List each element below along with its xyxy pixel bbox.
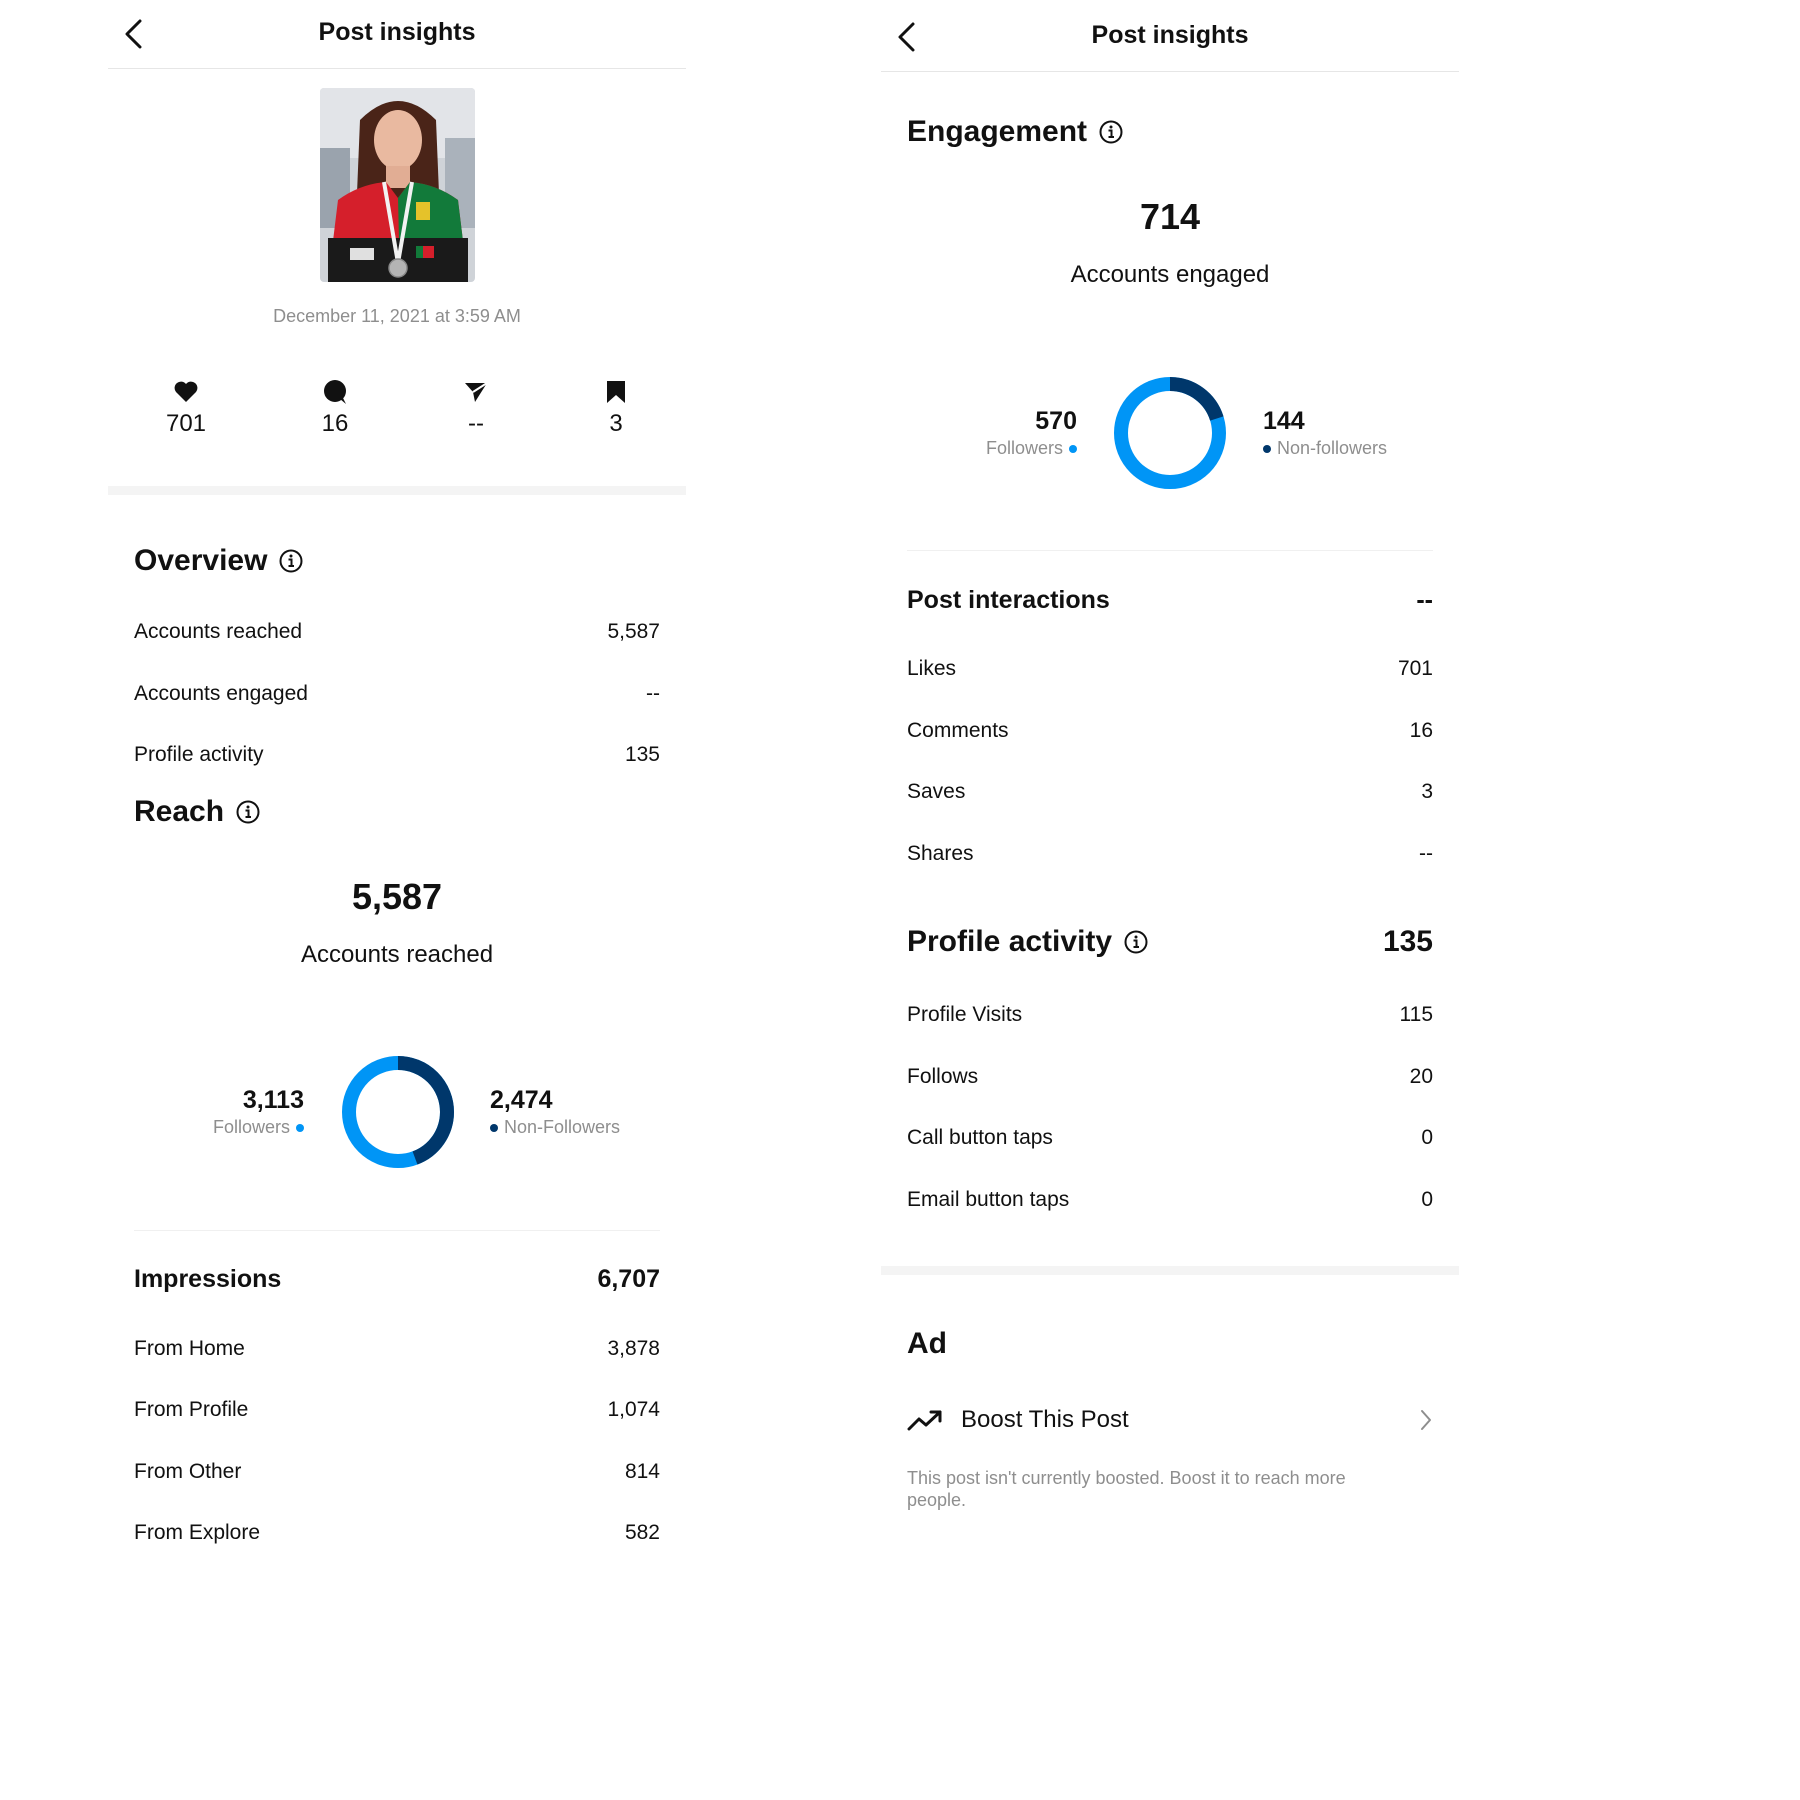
engagement-followers-count: 570: [1035, 407, 1077, 435]
row-label: Profile activity: [134, 743, 264, 766]
info-icon[interactable]: [1099, 120, 1123, 144]
row-value: 5,587: [607, 620, 660, 643]
reach-total: 5,587: [351, 876, 443, 917]
row-label: From Explore: [134, 1521, 261, 1544]
row-value: 16: [1409, 719, 1433, 742]
row-label: Accounts engaged: [134, 682, 308, 705]
row-label: Likes: [907, 657, 957, 680]
row-value: 3,878: [607, 1337, 660, 1360]
post-date: December 11, 2021 at 3:59 AM: [273, 306, 521, 326]
interactions-row-likes: [907, 657, 1433, 681]
non-followers-dot: [490, 1124, 498, 1132]
trending-up-icon: [907, 1408, 943, 1432]
info-icon[interactable]: [1124, 930, 1148, 954]
row-value: 1,074: [607, 1398, 660, 1421]
profile-row-follows: [907, 1065, 1433, 1089]
comment-icon: [322, 379, 348, 405]
legend-label: Non-followers: [1277, 438, 1388, 458]
section-divider: [907, 550, 1433, 551]
boost-note: This post isn't currently boosted. Boost it to reach more people.: [907, 1468, 1346, 1510]
profile-activity-heading: [907, 925, 1148, 959]
engagement-non-followers-count: 144: [1263, 407, 1305, 435]
reach-total-label: Accounts reached: [300, 941, 494, 968]
shares-count: --: [468, 410, 484, 437]
heart-icon: [173, 380, 199, 404]
page-title: Post insights: [318, 18, 476, 46]
row-value: 0: [1421, 1188, 1433, 1211]
post-interactions-title: Post interactions: [907, 586, 1110, 614]
right-panel: [881, 0, 1459, 1568]
impressions-header: [134, 1265, 660, 1294]
reach-followers-count: 3,113: [242, 1086, 304, 1114]
reach-donut-chart: [341, 1055, 455, 1169]
impressions-row-home: [134, 1337, 660, 1361]
engagement-heading: [907, 115, 1123, 149]
profile-activity-header: [907, 925, 1433, 959]
reach-non-followers-count: 2,474: [490, 1086, 553, 1114]
page-title: Post insights: [1091, 21, 1249, 49]
row-label: From Home: [134, 1337, 245, 1360]
bookmark-icon: [606, 380, 626, 404]
saves-count: 3: [609, 410, 623, 437]
impressions-total: 6,707: [597, 1265, 660, 1293]
interactions-row-comments: [907, 719, 1433, 743]
chevron-right-icon: [1419, 1408, 1433, 1432]
row-label: From Profile: [134, 1398, 249, 1421]
profile-row-call-taps: [907, 1126, 1433, 1150]
row-value: --: [1419, 842, 1433, 865]
followers-dot: [1069, 445, 1077, 453]
engagement-donut-chart: [1113, 376, 1227, 490]
non-followers-dot: [1263, 445, 1271, 453]
reach-followers-legend: [213, 1117, 304, 1138]
row-value: 814: [624, 1460, 660, 1483]
row-label: Saves: [907, 780, 966, 803]
boost-post-button[interactable]: [907, 1400, 1433, 1440]
impressions-row-profile: [134, 1398, 660, 1422]
row-label: Accounts reached: [134, 620, 303, 643]
row-label: Call button taps: [907, 1126, 1053, 1149]
interactions-row-shares: [907, 842, 1433, 866]
row-value: 0: [1421, 1126, 1433, 1149]
header-divider: [881, 71, 1459, 72]
post-interactions-total: --: [1416, 586, 1433, 614]
row-value: 135: [624, 743, 660, 766]
engagement-total: 714: [1139, 196, 1201, 237]
share-icon: [463, 380, 489, 404]
row-value: 3: [1421, 780, 1433, 803]
post-interactions-header: [907, 586, 1433, 615]
likes-stat: [146, 378, 226, 438]
profile-row-visits: [907, 1003, 1433, 1027]
profile-activity-title: Profile activity: [907, 925, 1113, 958]
row-label: Shares: [907, 842, 974, 865]
row-label: From Other: [134, 1460, 242, 1483]
profile-row-email-taps: [907, 1188, 1433, 1212]
reach-heading: [134, 795, 260, 829]
comments-stat: [295, 378, 375, 438]
engagement-total-label: Accounts engaged: [1070, 261, 1270, 288]
engagement-title: Engagement: [907, 115, 1088, 148]
header-divider: [108, 68, 686, 69]
shares-stat: [436, 378, 516, 438]
likes-count: 701: [165, 410, 207, 437]
profile-activity-total: 135: [1382, 925, 1433, 958]
comments-count: 16: [321, 410, 349, 437]
ad-title: Ad: [907, 1327, 947, 1360]
row-label: Email button taps: [907, 1188, 1070, 1211]
boost-post-label: Boost This Post: [961, 1406, 1129, 1433]
row-value: 20: [1409, 1065, 1433, 1088]
row-value: 701: [1397, 657, 1433, 680]
impressions-title: Impressions: [134, 1265, 282, 1293]
reach-non-followers-legend: [490, 1117, 620, 1138]
reach-title: Reach: [134, 795, 225, 828]
overview-row-profile-activity: [134, 743, 660, 767]
interactions-row-saves: [907, 780, 1433, 804]
post-thumbnail[interactable]: [320, 88, 475, 282]
row-value: 582: [624, 1521, 660, 1544]
legend-label: Followers: [985, 438, 1063, 458]
row-value: --: [646, 682, 660, 705]
overview-heading: [134, 544, 303, 578]
info-icon[interactable]: [279, 549, 303, 573]
legend-label: Followers: [212, 1117, 290, 1137]
section-separator: [108, 486, 686, 495]
engagement-non-followers-legend: [1263, 438, 1387, 459]
left-panel: [108, 0, 686, 1568]
section-divider: [134, 1230, 660, 1231]
saves-stat: [576, 378, 656, 438]
row-label: Comments: [907, 719, 1009, 742]
followers-dot: [296, 1124, 304, 1132]
row-value: 115: [1399, 1003, 1433, 1026]
info-icon[interactable]: [236, 800, 260, 824]
engagement-followers-legend: [986, 438, 1077, 459]
section-separator: [881, 1266, 1459, 1275]
overview-row-accounts-engaged: [134, 682, 660, 706]
overview-title: Overview: [134, 544, 268, 577]
overview-row-accounts-reached: [134, 620, 660, 644]
row-label: Profile Visits: [907, 1003, 1023, 1026]
row-label: Follows: [907, 1065, 979, 1088]
impressions-row-other: [134, 1460, 660, 1484]
legend-label: Non-Followers: [504, 1117, 621, 1137]
impressions-row-explore: [134, 1521, 660, 1545]
